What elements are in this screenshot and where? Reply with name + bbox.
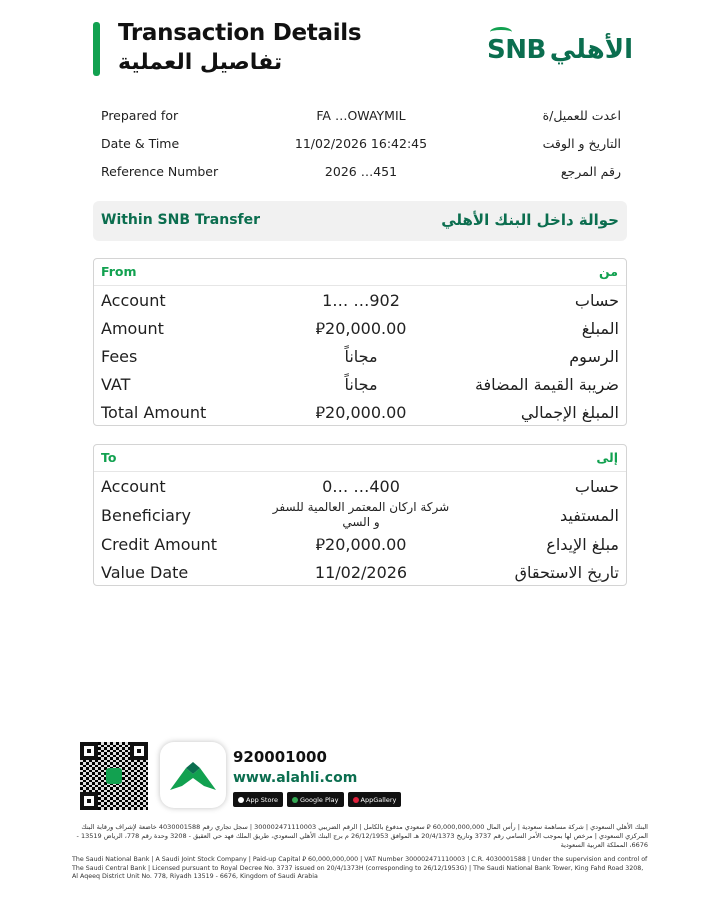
meta-row-prepared-for xyxy=(101,108,621,128)
to-row-value-date xyxy=(101,563,619,583)
transfer-type-english: Within SNB Transfer xyxy=(101,212,261,228)
logo-english: SNB xyxy=(487,35,546,65)
document-header xyxy=(93,20,633,80)
meta-row-reference xyxy=(101,164,621,184)
meta-value: FA …OWAYMIL xyxy=(316,108,406,123)
from-heading: From xyxy=(101,264,137,279)
google-play-badge[interactable]: Google Play xyxy=(287,792,344,807)
row-label: Total Amount xyxy=(101,403,207,422)
meta-label-arabic: اعدت للعميل/ة xyxy=(542,108,621,123)
row-label-arabic: مبلغ الإيداع xyxy=(546,535,619,554)
row-label-arabic: حساب xyxy=(574,291,619,310)
row-label-arabic: المبلغ الإجمالي xyxy=(520,403,619,422)
row-label: Account xyxy=(101,477,166,496)
meta-row-date-time xyxy=(101,136,621,156)
row-label-arabic: تاريخ الاستحقاق xyxy=(514,563,619,582)
row-label: VAT xyxy=(101,375,131,394)
meta-label-arabic: رقم المرجع xyxy=(560,164,621,179)
row-label-arabic: حساب xyxy=(574,477,619,496)
row-value: ⃁20,000.00 xyxy=(315,535,407,554)
meta-label-arabic: التاريخ و الوقت xyxy=(542,136,621,151)
to-row-credit-amount xyxy=(101,535,619,555)
to-row-account xyxy=(101,477,619,497)
row-label: Beneficiary xyxy=(101,506,191,525)
accent-bar xyxy=(93,22,100,76)
qr-code-icon xyxy=(80,742,148,810)
meta-value: 2026 …451 xyxy=(324,164,398,179)
row-value: شركة اركان المعتمر العالمية للسفر و السي xyxy=(272,500,450,529)
from-row-vat xyxy=(101,375,619,395)
to-row-beneficiary xyxy=(101,500,619,532)
to-heading: To xyxy=(101,450,117,465)
section-divider xyxy=(94,471,626,472)
row-value: 1… …902 xyxy=(322,291,400,310)
row-label: Account xyxy=(101,291,166,310)
row-label-arabic: المبلغ xyxy=(581,319,619,338)
row-value: 0… …400 xyxy=(322,477,400,496)
appgallery-badge[interactable]: AppGallery xyxy=(348,792,402,807)
from-heading-arabic: من xyxy=(599,264,618,279)
row-value: 11/02/2026 xyxy=(314,563,408,582)
logo-arabic: الأهلي xyxy=(549,35,633,65)
section-divider xyxy=(94,285,626,286)
meta-label: Prepared for xyxy=(101,108,179,123)
meta-label: Date & Time xyxy=(101,136,180,151)
row-value: ⃁20,000.00 xyxy=(315,403,407,422)
row-label: Amount xyxy=(101,319,164,338)
from-row-amount xyxy=(101,319,619,339)
app-store-badge[interactable]: App Store xyxy=(233,792,283,807)
to-heading-arabic: إلى xyxy=(596,450,618,465)
transfer-type-arabic: حوالة داخل البنك الأهلي xyxy=(441,211,619,229)
row-value: مجاناً xyxy=(344,347,378,366)
meta-label: Reference Number xyxy=(101,164,219,179)
row-label-arabic: الرسوم xyxy=(569,347,619,366)
row-label: Credit Amount xyxy=(101,535,218,554)
title-english: Transaction Details xyxy=(118,20,362,46)
website-link[interactable]: www.alahli.com xyxy=(233,770,358,786)
legal-notice-english: The Saudi National Bank | A Saudi Joint Stock Company | Paid-up Capital ⃁ 60,000,000,000 | VAT Number 300002471110003 | C.R. 4030001588 | Under the supervision and control of The Saudi Central Bank | Licensed pursuant to Royal Decree No. 3737 issued on 20/4/1373H (corresponding to 26/12/1953G) | The Saudi National Bank Tower, King Fahd Road 3208, Al Aqeeq District Unit No. 778, Riyadh 13519 - 6676, Kingdom of Saudi Arabia xyxy=(72,856,648,880)
transfer-type-banner xyxy=(93,201,627,241)
meta-value: 11/02/2026 16:42:45 xyxy=(294,136,428,151)
title-arabic: تفاصيل العملية xyxy=(118,50,283,75)
row-label-arabic: المستفيد xyxy=(560,506,619,525)
row-label: Fees xyxy=(101,347,138,366)
snb-app-icon xyxy=(160,742,226,808)
row-label: Value Date xyxy=(101,563,189,582)
phone-number: 920001000 xyxy=(233,748,327,766)
legal-notice-arabic: البنك الأهلي السعودي | شركة مساهمة سعودية | رأس المال 60,000,000,000 ⃁ سعودي مدفوع بالكامل | الرقم الضريبي 300002471110003 | سجل تجاري رقم 4030001588 خاضعة لإشراف ورقابة البنك المركزي السعودي | مرخص لها بموجب الأمر السامي رقم 3737 وتاريخ 20/4/1373 هـ الموافق 26/12/1953 م برج البنك الأهلي السعودي، طريق الملك فهد حي العقيق - 3208 وحدة رقم 778، الرياض 13519 - 6676، المملكة العربية السعودية xyxy=(76,823,648,849)
from-section xyxy=(93,258,627,426)
footer xyxy=(80,742,640,812)
from-row-account xyxy=(101,291,619,311)
row-value: مجاناً xyxy=(344,375,378,394)
snb-logo xyxy=(487,30,633,70)
from-row-total xyxy=(101,403,619,423)
to-section xyxy=(93,444,627,586)
store-badges xyxy=(233,792,401,807)
row-label-arabic: ضريبة القيمة المضافة xyxy=(474,375,619,394)
contact-info xyxy=(233,748,401,807)
from-row-fees xyxy=(101,347,619,367)
row-value: ⃁20,000.00 xyxy=(315,319,407,338)
